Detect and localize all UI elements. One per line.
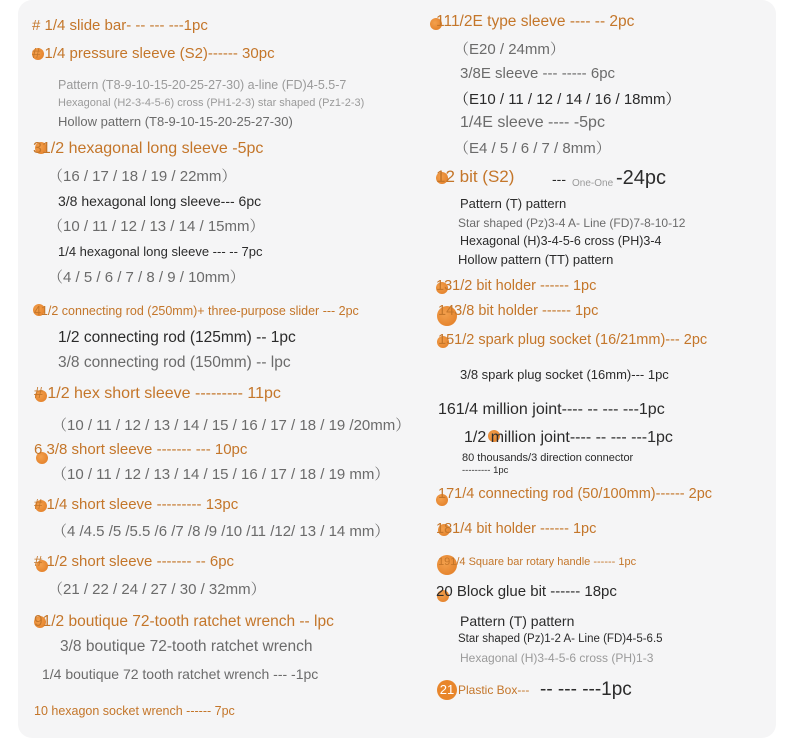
item-connecting-rod-150: 3/8 connecting rod (150mm) -- lpc: [58, 354, 291, 371]
item-14-long-sleeve: 1/4 hexagonal long sleeve --- -- 7pc: [58, 244, 263, 259]
item-connecting-rod-50: 171/4 connecting rod (50/100mm)------ 2pc: [438, 486, 713, 502]
item-38e-sizes: （E10 / 11 / 12 / 14 / 16 / 18mm）: [454, 91, 681, 108]
item-slide-bar: # 1/4 slide bar- -- --- ---1pc: [32, 17, 208, 34]
item-pressure-detail-1: Pattern (T8-9-10-15-20-25-27-30) a-line (FD)4-5.5-7: [58, 78, 347, 92]
item-connecting-rod-250: 41/2 connecting rod (250mm)+ three-purpose slider --- 2pc: [34, 304, 359, 318]
item-half-long-sleeve: 31/2 hexagonal long sleeve -5pc: [33, 140, 264, 157]
item-half-hex-short: # 1/2 hex short sleeve --------- 11pc: [34, 385, 281, 402]
item-bit-pattern: Pattern (T) pattern: [460, 196, 567, 211]
item-bit-hex: Hexagonal (H)3-4-5-6 cross (PH)3-4: [460, 234, 662, 248]
item-bit-hollow: Hollow pattern (TT) pattern: [458, 252, 614, 267]
item-glue-star: Star shaped (Pz)1-2 A- Line (FD)4-5-6.5: [458, 633, 663, 645]
item-plastic-box-number: 21: [437, 680, 457, 700]
item-14e-sizes: （E4 / 5 / 6 / 7 / 8mm）: [454, 140, 611, 157]
item-half-short-sleeve: # 1/2 short sleeve ------- -- 6pc: [34, 553, 235, 570]
item-pressure-detail-2: Hexagonal (H2-3-4-5-6) cross (PH1-2-3) star shaped (Pz1-2-3): [58, 97, 365, 109]
item-e-type-sizes: （E20 / 24mm）: [454, 41, 565, 58]
item-ratchet-14: 1/4 boutique 72 tooth ratchet wrench --- -1pc: [42, 666, 319, 682]
item-38e-sleeve: 3/8E sleeve --- ----- 6pc: [460, 65, 616, 82]
item-bit-star: Star shaped (Pz)3-4 A- Line (FD)7-8-10-12: [458, 216, 686, 230]
item-14-short-sizes: （4 /4.5 /5 /5.5 /6 /7 /8 /9 /10 /11 /12/ 13 / 14 mm）: [52, 523, 390, 540]
item-spark-plug-38: 3/8 spark plug socket (16mm)--- 1pc: [460, 367, 669, 382]
item-glue-pattern: Pattern (T) pattern: [460, 613, 575, 629]
item-million-joint-14: 161/4 million joint---- -- --- ---1pc: [438, 401, 665, 418]
item-connecting-rod-125: 1/2 connecting rod (125mm) -- 1pc: [58, 329, 296, 346]
item-38-long-sizes: （10 / 11 / 12 / 13 / 14 / 15mm）: [48, 218, 265, 235]
item-half-short-sizes: （21 / 22 / 24 / 27 / 30 / 32mm）: [48, 581, 266, 598]
item-hexagon-wrench: 10 hexagon socket wrench ------ 7pc: [34, 704, 235, 718]
item-14e-sleeve: 1/4E sleeve ---- -5pc: [460, 114, 605, 131]
item-38-bit-holder: 143/8 bit holder ------ 1pc: [438, 303, 599, 319]
item-ratchet-38: 3/8 boutique 72-tooth ratchet wrench: [60, 638, 313, 655]
item-pressure-sleeve: # 1/4 pressure sleeve (S2)------ 30pc: [32, 45, 275, 62]
item-glue-hex: Hexagonal (H)3-4-5-6 cross (PH)1-3: [460, 651, 654, 665]
item-12-bit-dash: ---: [552, 171, 566, 187]
item-12-bit-note: One-One: [572, 178, 614, 189]
item-e-type-sleeve: 111/2E type sleeve ---- -- 2pc: [436, 13, 635, 30]
item-spark-plug-half: 151/2 spark plug socket (16/21mm)--- 2pc: [438, 332, 708, 348]
item-half-hex-short-sizes: （10 / 11 / 12 / 13 / 14 / 15 / 16 / 17 / 18 / 19 /20mm）: [52, 417, 411, 434]
item-half-long-sizes: （16 / 17 / 18 / 19 / 22mm）: [48, 168, 237, 185]
item-38-short-sleeve: 6 3/8 short sleeve ------- --- 10pc: [34, 441, 248, 458]
item-pressure-detail-3: Hollow pattern (T8-9-10-15-20-25-27-30): [58, 114, 293, 129]
item-half-bit-holder: 131/2 bit holder ------ 1pc: [436, 278, 597, 294]
item-38-long-sleeve: 3/8 hexagonal long sleeve--- 6pc: [58, 193, 262, 209]
item-block-glue-bit: 20 Block glue bit ------ 18pc: [436, 583, 617, 600]
item-14-bit-holder: 181/4 bit holder ------ 1pc: [436, 521, 597, 537]
item-connector-count: --------- 1pc: [462, 465, 509, 476]
item-plastic-box: Plastic Box---: [458, 683, 530, 697]
item-million-joint-half: 1/2 million joint---- -- --- ---1pc: [464, 429, 673, 446]
item-38-short-sizes: （10 / 11 / 12 / 13 / 14 / 15 / 16 / 17 / 18 / 19 mm）: [52, 466, 390, 483]
item-rotary-handle: 191/4 Square bar rotary handle ------ 1pc: [438, 556, 637, 568]
item-12-bit-count: -24pc: [616, 167, 667, 189]
item-ratchet-half: 91/2 boutique 72-tooth ratchet wrench -- lpc: [34, 613, 334, 630]
item-plastic-box-count: -- --- ---1pc: [540, 679, 632, 700]
item-14-long-sizes: （4 / 5 / 6 / 7 / 8 / 9 / 10mm）: [48, 269, 245, 286]
item-12-bit-s2: 12 bit (S2): [436, 167, 515, 186]
item-14-short-sleeve: # 1/4 short sleeve --------- 13pc: [34, 496, 239, 513]
item-connector-80k: 80 thousands/3 direction connector: [462, 452, 634, 464]
